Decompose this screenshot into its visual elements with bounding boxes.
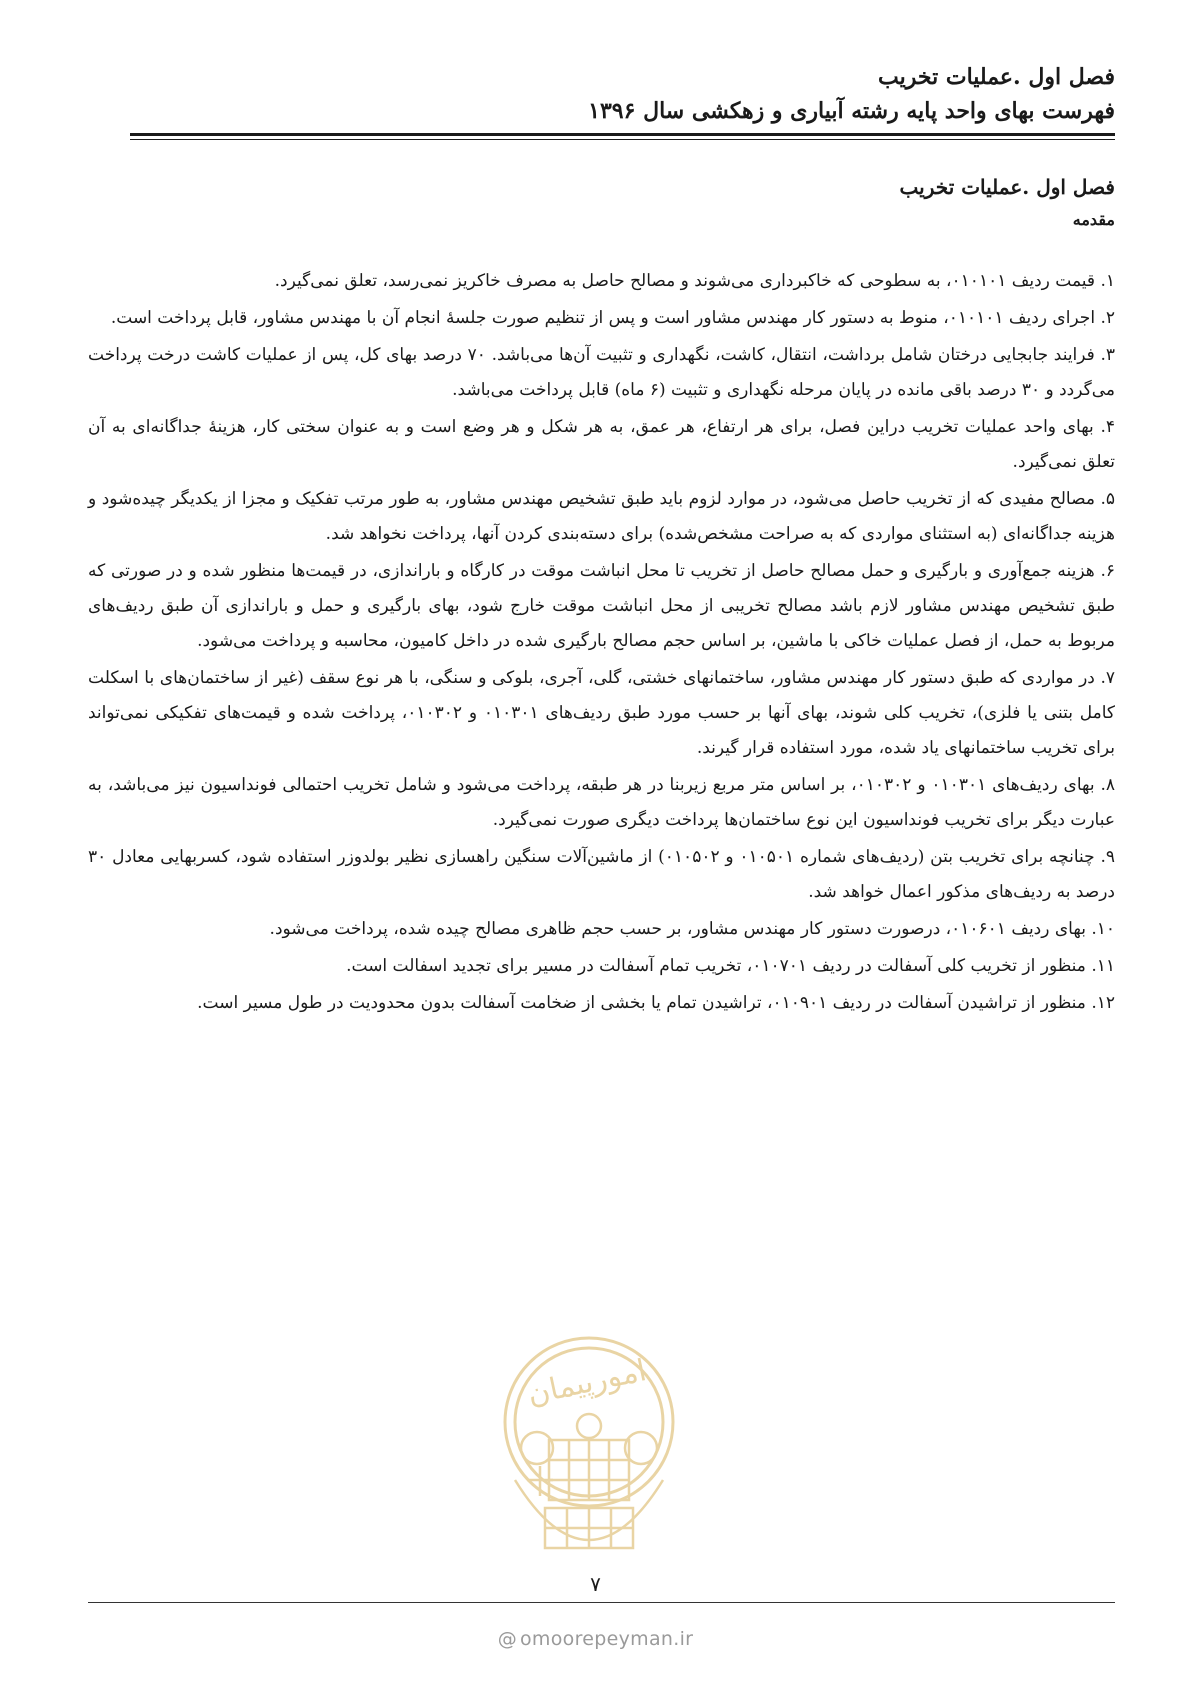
at-icon: @ — [497, 1628, 517, 1650]
running-header — [130, 60, 1115, 128]
section-heading: فصل اول .عملیات تخریب — [899, 175, 1115, 199]
clause: ۳. فرایند جابجایی درختان شامل برداشت، انتقال، کاشت، نگهداری و تثبیت آن‌ها می‌باشد. ۷۰ درصد بهای کل، پس از عملیات کاشت درخت پرداخت می‌گردد و ۳۰ درصد باقی مانده در پایان مرحله نگهداری و تثبیت (۶ ماه) قابل پرداخت می‌باشد. — [88, 345, 1115, 400]
clause: ۱۱. منظور از تخریب کلی آسفالت در ردیف ۰۱۰۷۰۱، تخریب تمام آسفالت در مسیر برای تجدید اسفالت است. — [346, 956, 1115, 976]
clause: ۱۰. بهای ردیف ۰۱۰۶۰۱، درصورت دستور کار مهندس مشاور، بر حسب حجم ظاهری مصالح چیده شده، پرداخت می‌شود. — [269, 919, 1115, 939]
header-rule-thin — [130, 139, 1115, 140]
clause: ۶. هزینه جمع‌آوری و بارگیری و حمل مصالح حاصل از تخریب تا محل انباشت موقت در کارگاه و باراندازی، در قیمت‌ها منظور شده و در صورتی که طبق تشخیص مهندس مشاور لازم باشد مصالح تخریبی از محل انباشت موقت خارج شود، بهای بارگیری و حمل و باراندازی آن طبق ردیف‌های مربوط به حمل، از فصل عملیات خاکی با ماشین، بر اساس حجم مصالح بارگیری شده در داخل کامیون، محاسبه و پرداخت می‌شود. — [88, 561, 1115, 651]
footer-rule — [88, 1602, 1115, 1603]
header-chapter-title: فصل اول .عملیات تخریب — [878, 64, 1115, 90]
page-number: ۷ — [590, 1572, 601, 1596]
clause: ۲. اجرای ردیف ۰۱۰۱۰۱، منوط به دستور کار مهندس مشاور است و پس از تنظیم صورت جلسهٔ انجام آن با مهندس مشاور، قابل پرداخت است. — [110, 308, 1115, 328]
header-rule-thick — [130, 133, 1115, 136]
clause: ۱. قیمت ردیف ۰۱۰۱۰۱، به سطوحی که خاکبرداری می‌شوند و مصالح حاصل به مصرف خاکریز نمی‌رسد، تعلق نمی‌گیرد. — [274, 271, 1115, 291]
clause: ۴. بهای واحد عملیات تخریب دراین فصل، برای هر ارتفاع، هر عمق، به هر شکل و هر وضع است و به عنوان سختی کار، هزینهٔ جداگانه‌ای به آن تعلق نمی‌گیرد. — [88, 417, 1115, 472]
clause: ۵. مصالح مفیدی که از تخریب حاصل می‌شود، در موارد لزوم باید طبق تشخیص مهندس مشاور، به طور مرتب تفکیک و مجزا از یکدیگر چیده‌شود و هزینه جداگانه‌ای (به استثنای مواردی که به صراحت مشخص‌شده) برای دسته‌بندی کردن آنها، پرداخت نخواهد شد. — [88, 489, 1115, 544]
clauses-body — [88, 264, 1115, 1023]
watermark-logo — [497, 1330, 681, 1610]
site-watermark — [0, 1628, 1191, 1650]
clause: ۱۲. منظور از تراشیدن آسفالت در ردیف ۰۱۰۹۰۱، تراشیدن تمام یا بخشی از ضخامت آسفالت بدون محدودیت در طول مسیر است. — [197, 993, 1115, 1013]
section-subheading: مقدمه — [1072, 210, 1115, 229]
clause: ۸. بهای ردیف‌های ۰۱۰۳۰۱ و ۰۱۰۳۰۲، بر اساس متر مربع زیربنا در هر طبقه، پرداخت می‌شود و شامل تخریب احتمالی فونداسیون نیز می‌باشد، به عبارت دیگر برای تخریب فونداسیون این نوع ساختمان‌ها پرداخت دیگری صورت نمی‌گیرد. — [88, 775, 1115, 830]
watermark-logo-text: امورپیمان — [524, 1353, 650, 1413]
clause: ۷. در مواردی که طبق دستور کار مهندس مشاور، ساختمانهای خشتی، گلی، آجری، بلوکی و سنگی، با هر نوع سقف (غیر از ساختمان‌های با اسکلت کامل بتنی یا فلزی)، تخریب کلی شوند، بهای آنها بر حسب مورد طبق ردیف‌های ۰۱۰۳۰۱ و ۰۱۰۳۰۲، پرداخت شده و قیمت‌های تفکیکی نمی‌تواند برای تخریب ساختمانهای یاد شده، مورد استفاده قرار گیرند. — [88, 668, 1115, 758]
site-watermark-text: omoorepeyman.ir — [520, 1628, 694, 1650]
header-book-title: فهرست بهای واحد پایه رشته آبیاری و زهکشی سال ۱۳۹۶ — [588, 98, 1115, 124]
clause: ۹. چنانچه برای تخریب بتن (ردیف‌های شماره ۰۱۰۵۰۱ و ۰۱۰۵۰۲) از ماشین‌آلات سنگین راهسازی نظیر بولدوزر استفاده شود، کسربهایی معادل ۳۰ درصد به ردیف‌های مذکور اعمال خواهد شد. — [88, 847, 1115, 902]
